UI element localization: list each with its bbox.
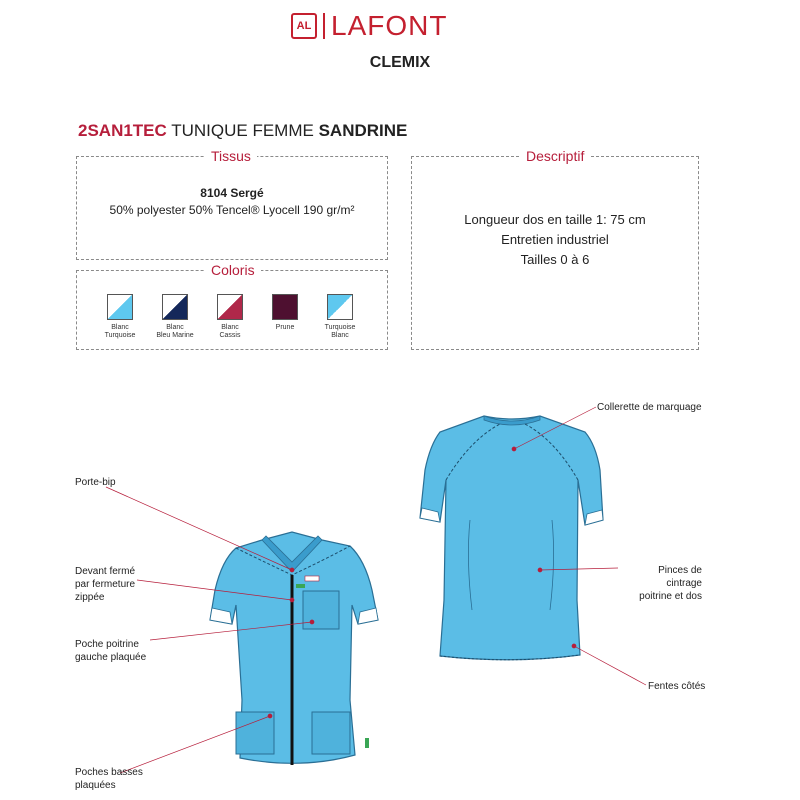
color-swatch-label	[315, 324, 365, 340]
color-option	[205, 294, 255, 340]
callout-devant	[75, 565, 135, 604]
callout-line: gauche plaquée	[75, 652, 147, 663]
color-name-line: Blanc	[111, 324, 129, 331]
color-swatch	[327, 294, 353, 320]
callout-poche-poitrine	[75, 638, 146, 664]
back-view	[420, 416, 603, 660]
color-option	[315, 294, 365, 340]
color-option	[95, 294, 145, 340]
color-name-line: Bleu Marine	[156, 332, 194, 339]
callout-line: Poche poitrine	[75, 639, 139, 650]
callout-line: poitrine et dos	[639, 591, 702, 602]
color-swatch	[272, 294, 298, 320]
callout-line: zippée	[75, 592, 105, 603]
color-swatch-label	[150, 324, 200, 340]
swatch-row	[95, 294, 375, 346]
descriptif-line: Tailles 0 à 6	[520, 252, 590, 267]
color-name-line: Blanc	[221, 324, 239, 331]
product-title	[78, 121, 407, 141]
descriptif-label: Descriptif	[520, 148, 590, 164]
product-ref: 2SAN1TEC	[78, 121, 167, 140]
callout-pinces	[620, 564, 702, 603]
color-name-line: Blanc	[166, 324, 184, 331]
color-swatch	[107, 294, 133, 320]
tissus-label: Tissus	[205, 148, 257, 164]
fabric-name: 8104 Sergé	[200, 186, 264, 200]
product-name: SANDRINE	[318, 121, 408, 140]
logo-text: LAFONT	[331, 10, 448, 41]
descriptif-text	[411, 210, 699, 270]
logo-mark: AL	[291, 13, 317, 39]
product-desc: TUNIQUE FEMME	[171, 121, 314, 140]
callout-fentes: Fentes côtés	[648, 681, 706, 692]
color-swatch-label	[260, 324, 310, 332]
callout-porte-bip: Porte-bip	[75, 477, 116, 488]
callout-line: plaquées	[75, 780, 116, 791]
color-swatch-label	[95, 324, 145, 340]
color-name-line: Cassis	[219, 332, 241, 339]
collection-name: CLEMIX	[369, 54, 431, 71]
brand-logo	[291, 12, 447, 40]
color-name-line: Blanc	[331, 332, 349, 339]
color-option	[150, 294, 200, 340]
color-swatch-label	[205, 324, 255, 340]
callout-line: par fermeture	[75, 579, 136, 590]
logo-separator	[323, 13, 325, 39]
callout-collerette: Collerette de marquage	[597, 402, 702, 413]
color-swatch	[217, 294, 243, 320]
callout-line: Devant fermé	[75, 566, 136, 577]
callout-line: Poches basses	[75, 767, 143, 778]
descriptif-line: Entretien industriel	[501, 232, 609, 247]
fabric-composition: 50% polyester 50% Tencel® Lyocell 190 gr/m²	[109, 203, 355, 217]
color-swatch	[162, 294, 188, 320]
descriptif-line: Longueur dos en taille 1: 75 cm	[464, 212, 646, 227]
color-name-line: Turquoise	[104, 332, 136, 339]
coloris-label: Coloris	[205, 262, 261, 278]
color-name-line: Prune	[275, 324, 295, 331]
color-name-line: Turquoise	[324, 324, 356, 331]
color-option	[260, 294, 310, 332]
front-view	[210, 532, 378, 765]
callout-poches-basses	[75, 766, 143, 792]
callout-line: Pinces de cintrage	[658, 565, 702, 589]
